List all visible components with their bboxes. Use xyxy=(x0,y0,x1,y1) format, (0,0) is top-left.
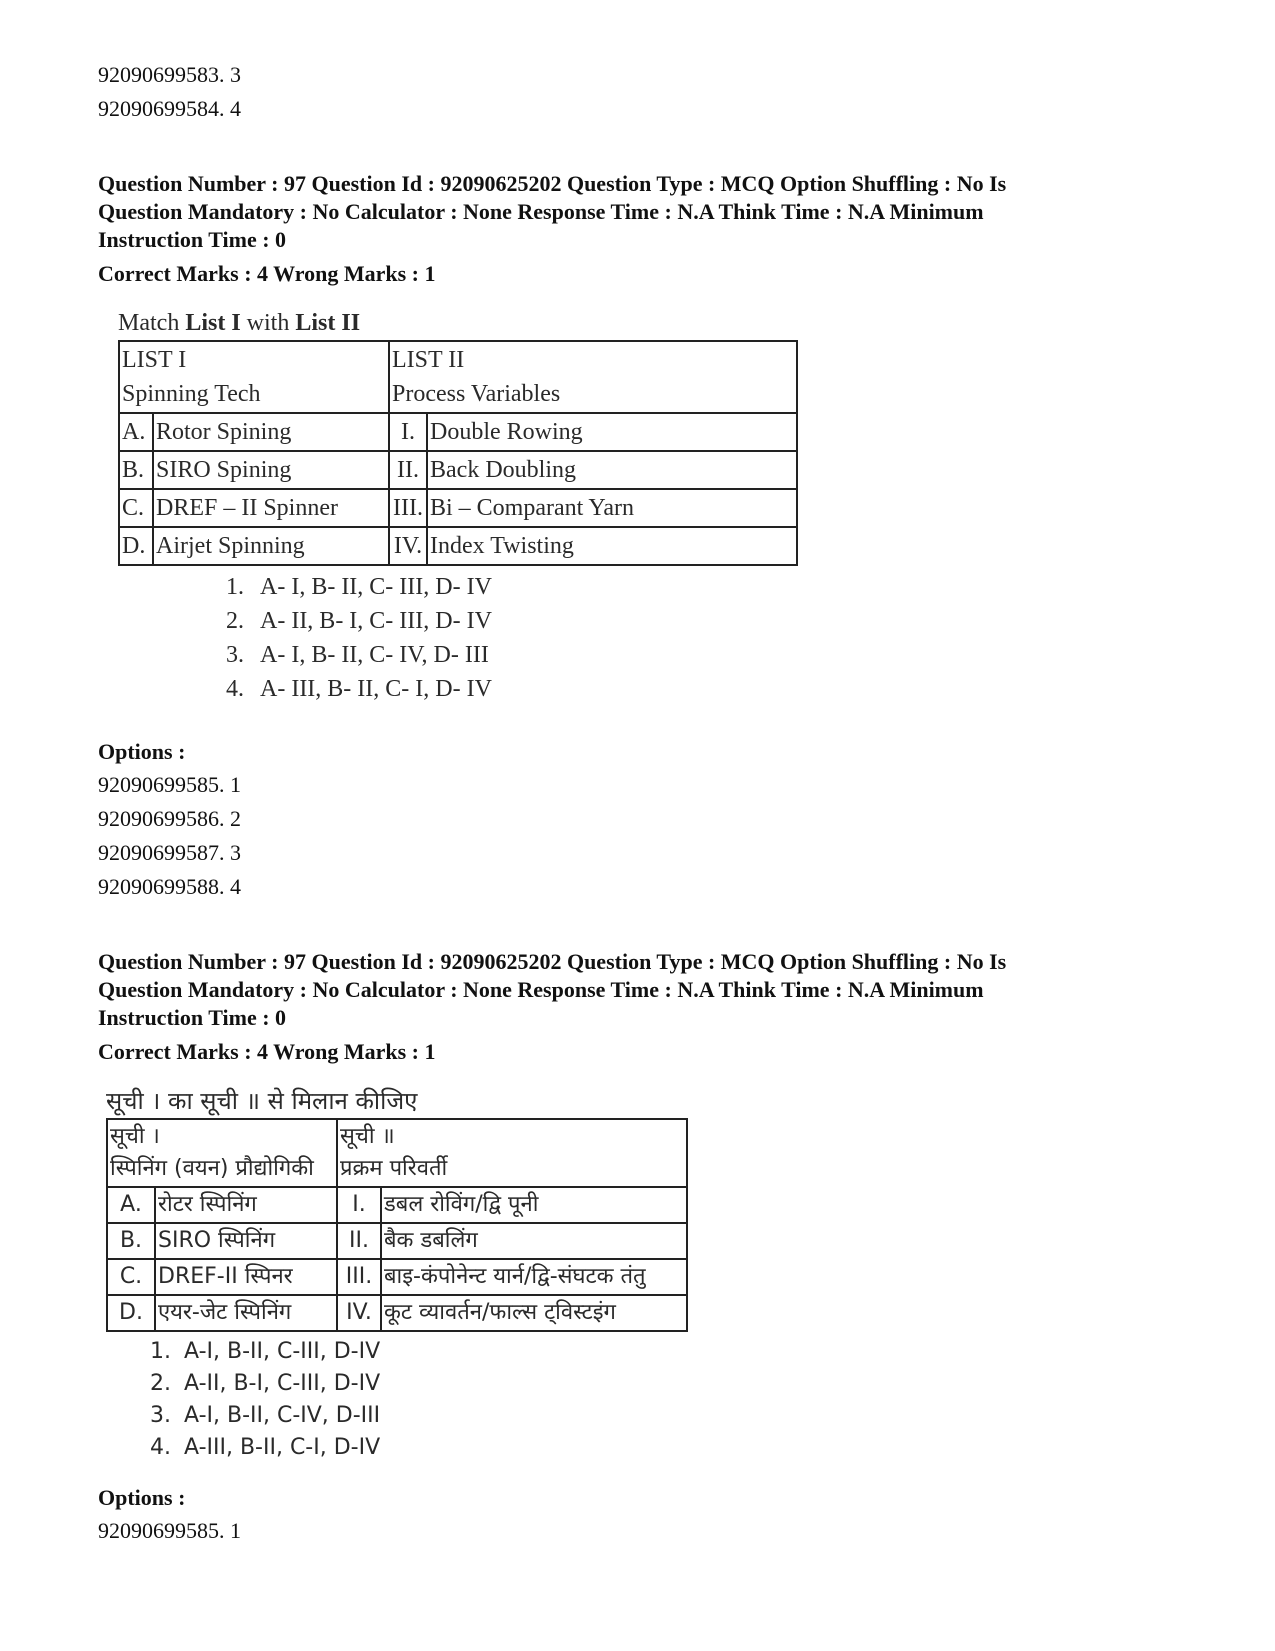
question-page xyxy=(98,58,1178,1548)
choice-number: 4. xyxy=(150,1435,171,1460)
row-ritem: बाइ-कंपोनेन्ट यार्न/द्वि-संघटक तंतु xyxy=(381,1259,687,1295)
table-row xyxy=(119,527,797,565)
row-ritem: Bi – Comparant Yarn xyxy=(427,489,797,527)
row-key: B. xyxy=(107,1223,155,1259)
choice-item xyxy=(106,1336,1178,1368)
question-header-line: Question Number : 97 Question Id : 92090625202 Question Type : MCQ Option Shuffling : No Is xyxy=(98,171,1007,196)
question-block-english xyxy=(98,170,1178,904)
question-title xyxy=(118,306,1178,340)
choice-text: A- I, B- II, C- III, D- IV xyxy=(260,574,492,600)
choice-item xyxy=(118,672,1178,706)
option-line: 92090699587. 3 xyxy=(98,840,241,865)
choice-number: 3. xyxy=(226,642,244,668)
row-key: A. xyxy=(119,413,153,451)
choice-number: 4. xyxy=(226,676,244,702)
table-row xyxy=(119,413,797,451)
choice-item xyxy=(118,570,1178,604)
row-key: A. xyxy=(107,1187,155,1223)
row-ritem: डबल रोविंग/द्वि पूनी xyxy=(381,1187,687,1223)
answer-choices xyxy=(106,1336,1178,1464)
question-header-line: Question Number : 97 Question Id : 92090625202 Question Type : MCQ Option Shuffling : No Is xyxy=(98,949,1007,974)
row-rkey: II. xyxy=(337,1223,381,1259)
match-table xyxy=(106,1118,688,1332)
choice-text: A-III, B-II, C-I, D-IV xyxy=(184,1435,381,1460)
row-item: Airjet Spinning xyxy=(153,527,389,565)
row-item: रोटर स्पिनिंग xyxy=(155,1187,337,1223)
choice-text: A-I, B-II, C-IV, D-III xyxy=(184,1403,381,1428)
option-line: 92090699585. 1 xyxy=(98,772,241,797)
choice-text: A- III, B- II, C- I, D- IV xyxy=(260,676,492,702)
list2-title: LIST II xyxy=(392,347,465,373)
title-list2: List II xyxy=(295,310,361,336)
choice-item xyxy=(106,1432,1178,1464)
row-ritem: Double Rowing xyxy=(427,413,797,451)
row-rkey: IV. xyxy=(389,527,427,565)
choice-text: A-I, B-II, C-III, D-IV xyxy=(184,1339,381,1364)
row-rkey: III. xyxy=(389,489,427,527)
list2-subtitle: Process Variables xyxy=(392,381,561,407)
list1-title: सूची । xyxy=(110,1124,160,1149)
list2-header xyxy=(337,1119,687,1187)
row-ritem: Back Doubling xyxy=(427,451,797,489)
match-table xyxy=(118,340,798,566)
row-key: B. xyxy=(119,451,153,489)
option-line: 92090699583. 3 xyxy=(98,62,241,87)
question-content xyxy=(106,1084,1178,1464)
table-row xyxy=(107,1259,687,1295)
choice-text: A- I, B- II, C- IV, D- III xyxy=(260,642,489,668)
marks-line: Correct Marks : 4 Wrong Marks : 1 xyxy=(98,261,436,286)
list1-subtitle: स्पिनिंग (वयन) प्रौद्योगिकी xyxy=(110,1156,314,1181)
question-title: सूची । का सूची ॥ से मिलान कीजिए xyxy=(106,1087,418,1115)
title-text: Match xyxy=(118,310,186,336)
choice-item xyxy=(118,638,1178,672)
row-rkey: I. xyxy=(389,413,427,451)
table-row xyxy=(107,1187,687,1223)
option-line: 92090699586. 2 xyxy=(98,806,241,831)
question-block-hindi xyxy=(98,948,1178,1548)
table-row xyxy=(119,451,797,489)
choice-number: 2. xyxy=(226,608,244,634)
choice-item xyxy=(106,1368,1178,1400)
marks-line: Correct Marks : 4 Wrong Marks : 1 xyxy=(98,1039,436,1064)
row-key: C. xyxy=(107,1259,155,1295)
title-text: with xyxy=(240,310,296,336)
row-ritem: कूट व्यावर्तन/फाल्स ट्विस्टइंग xyxy=(381,1295,687,1331)
choice-item xyxy=(118,604,1178,638)
choice-text: A-II, B-I, C-III, D-IV xyxy=(184,1371,381,1396)
list2-subtitle: प्रक्रम परिवर्ती xyxy=(340,1156,448,1181)
row-rkey: III. xyxy=(337,1259,381,1295)
row-key: C. xyxy=(119,489,153,527)
list1-header xyxy=(119,341,389,413)
row-ritem: Index Twisting xyxy=(427,527,797,565)
choice-number: 3. xyxy=(150,1403,171,1428)
question-content xyxy=(118,306,1178,706)
row-rkey: IV. xyxy=(337,1295,381,1331)
answer-choices xyxy=(118,570,1178,706)
row-item: DREF-II स्पिनर xyxy=(155,1259,337,1295)
options-label: Options : xyxy=(98,1485,186,1510)
list1-subtitle: Spinning Tech xyxy=(122,381,261,407)
option-line: 92090699585. 1 xyxy=(98,1518,241,1543)
list2-title: सूची ॥ xyxy=(340,1124,395,1149)
option-line: 92090699584. 4 xyxy=(98,96,241,121)
question-header-line: Instruction Time : 0 xyxy=(98,1005,287,1030)
title-list1: List I xyxy=(185,310,241,336)
list2-header xyxy=(389,341,797,413)
row-item: SIRO Spining xyxy=(153,451,389,489)
table-header-row xyxy=(119,341,797,413)
choice-item xyxy=(106,1400,1178,1432)
row-key: D. xyxy=(119,527,153,565)
options-label: Options : xyxy=(98,739,186,764)
row-item: Rotor Spining xyxy=(153,413,389,451)
table-row xyxy=(119,489,797,527)
table-row xyxy=(107,1223,687,1259)
list1-header xyxy=(107,1119,337,1187)
choice-number: 1. xyxy=(226,574,244,600)
table-row xyxy=(107,1295,687,1331)
table-header-row xyxy=(107,1119,687,1187)
option-line: 92090699588. 4 xyxy=(98,874,241,899)
choice-number: 2. xyxy=(150,1371,171,1396)
list1-title: LIST I xyxy=(122,347,187,373)
question-header-line: Instruction Time : 0 xyxy=(98,227,287,252)
row-item: SIRO स्पिनिंग xyxy=(155,1223,337,1259)
row-item: एयर-जेट स्पिनिंग xyxy=(155,1295,337,1331)
choice-text: A- II, B- I, C- III, D- IV xyxy=(260,608,492,634)
question-header-line: Question Mandatory : No Calculator : None Response Time : N.A Think Time : N.A Minimum xyxy=(98,199,984,224)
row-rkey: I. xyxy=(337,1187,381,1223)
prev-options xyxy=(98,58,1178,126)
question-header-line: Question Mandatory : No Calculator : None Response Time : N.A Think Time : N.A Minimum xyxy=(98,977,984,1002)
row-rkey: II. xyxy=(389,451,427,489)
row-key: D. xyxy=(107,1295,155,1331)
row-item: DREF – II Spinner xyxy=(153,489,389,527)
choice-number: 1. xyxy=(150,1339,171,1364)
row-ritem: बैक डबलिंग xyxy=(381,1223,687,1259)
